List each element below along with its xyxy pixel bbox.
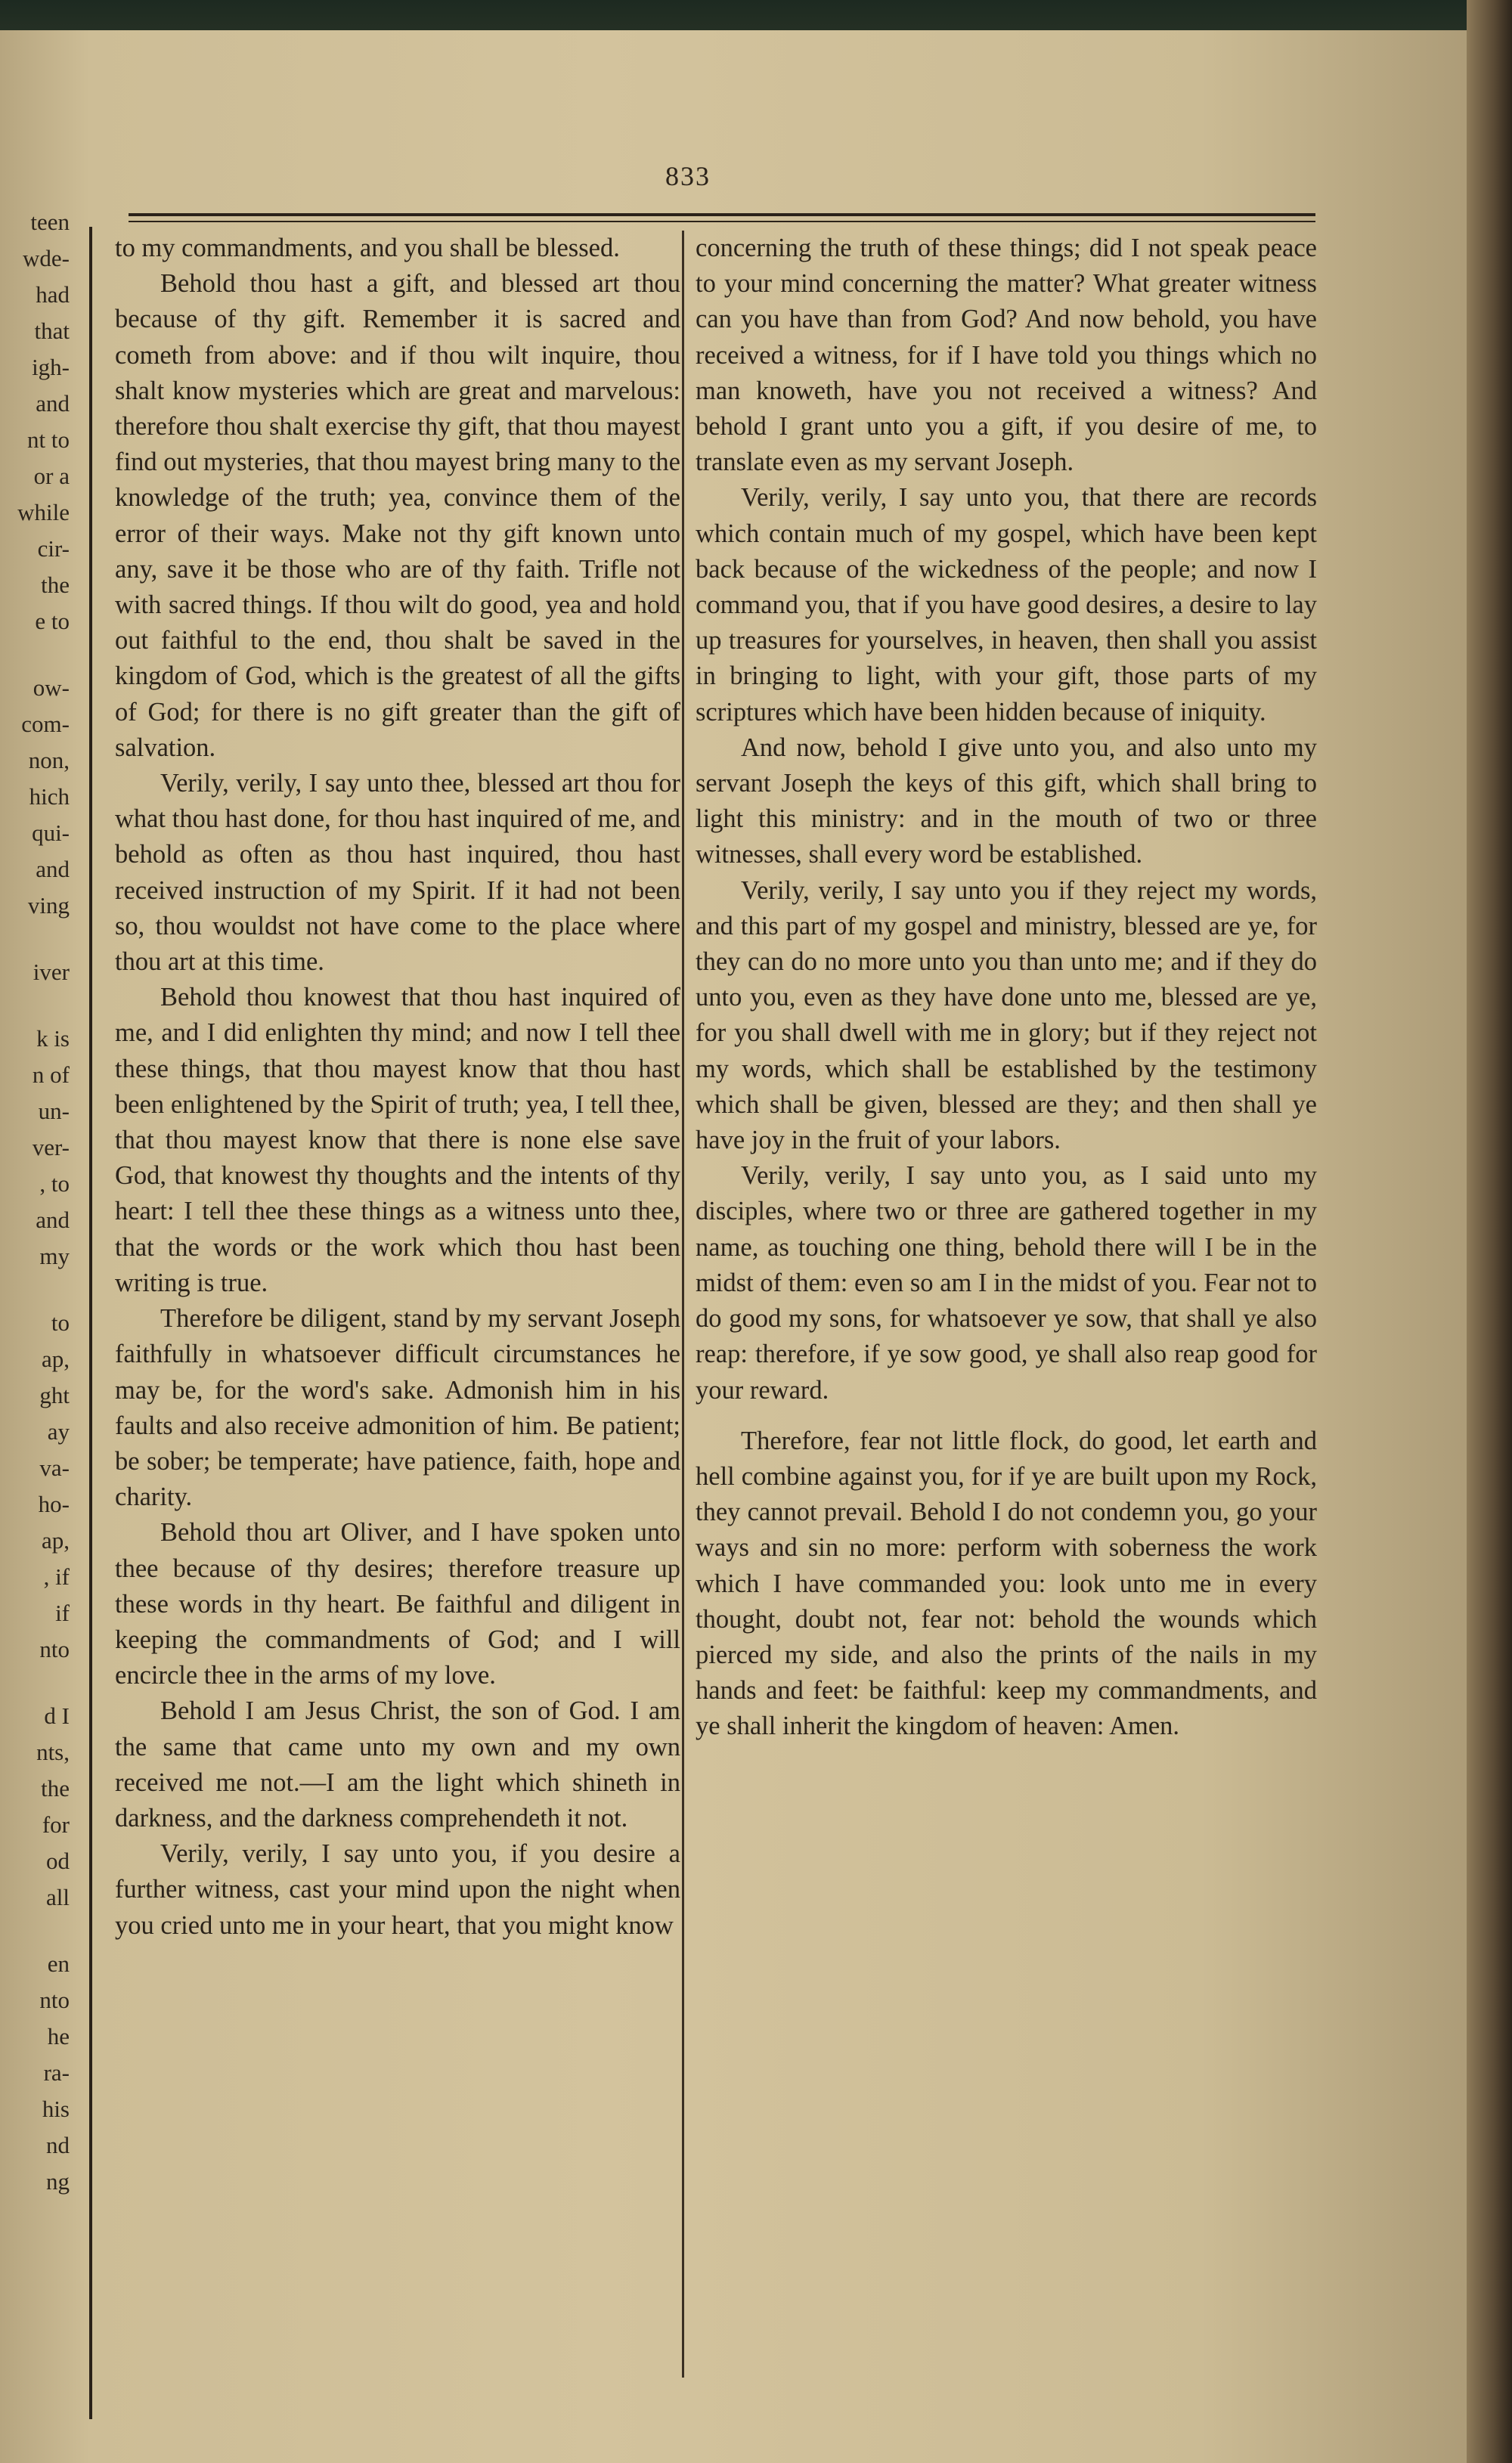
facing-page-fragment: that [34, 318, 70, 344]
facing-page-fragment: had [36, 281, 70, 308]
right-column-paragraph: Therefore, fear not little flock, do good, let earth and hell combine against you, for if ye are built upon my Rock, they cannot prevail. Behold I do not condemn you, go your ways and sin no more: perform with soberness the work which I have commanded you: look unto me in every thought, doubt not, fear not: behold the wounds which pierced my side, and also the prints of the nails in my hands and feet: be faithful: keep my commandments, and ye shall inherit the kingdom of heaven: Amen. [696, 1426, 1317, 1741]
facing-page-fragment: nto [39, 1987, 70, 2013]
facing-page-fragment: nto [39, 1636, 70, 1662]
facing-page-fragment: nt to [27, 426, 70, 453]
facing-page-fragment: ra- [43, 2059, 70, 2086]
facing-page-fragment: and [36, 390, 70, 417]
column-divider [682, 231, 684, 2378]
facing-page-fragment: , to [39, 1170, 70, 1197]
right-column-paragraph: Verily, verily, I say unto you if they reject my words, and this part of my gospel and ministry, blessed are ye, for they can do no more unto you than unto me; and if they do unto you, even as they have done unto me, blessed are ye, for you shall dwell with me in glory; but if they reject not my words, which shall be established by the testimony which shall be given, blessed are they; and then shall ye have joy in the fruit of your labors. [696, 875, 1317, 1155]
facing-page-fragment: cir- [37, 535, 70, 562]
facing-page-fragment: if [55, 1600, 70, 1626]
facing-page-fragment [0, 1916, 70, 1946]
right-column [696, 231, 1317, 1745]
facing-page-fragment: od [46, 1848, 70, 1874]
facing-page-fragment: teen [30, 209, 70, 235]
facing-page-fragment: ving [27, 892, 70, 919]
facing-page-fragment: ap, [41, 1527, 70, 1554]
page-number: 833 [665, 161, 711, 191]
facing-page-fragment: the [41, 1775, 70, 1802]
facing-page-fragment: com- [21, 711, 70, 737]
left-column-paragraph: Verily, verily, I say unto thee, blessed art thou for what thou hast done, for thou hast inquired of me, and behold as often as thou hast inquired, thou hast received instruction of my Spirit. If it had not been so, thou wouldst not have come to the place where thou art at this time. [115, 769, 680, 977]
facing-page-fragment: to [51, 1309, 70, 1336]
facing-page-fragment: nts, [36, 1739, 70, 1765]
facing-page-fragment: my [39, 1243, 70, 1269]
page-edge [1467, 0, 1512, 2463]
facing-page-fragment: ght [39, 1382, 70, 1408]
right-column-paragraph: Verily, verily, I say unto you, as I said unto my disciples, where two or three are gathered together in my name, as touching one thing, behold there will I be in the midst of them: even so am I in the midst of you. Fear not to do good my sons, for whatsoever ye sow, that shall ye also reap: therefore, if ye sow good, ye shall also reap good for your reward. [696, 1161, 1317, 1405]
left-column-paragraph: Therefore be diligent, stand by my servant Joseph faithfully in whatsoever difficult circumstances he may be, for the word's sake. Admonish him in his faults and also receive admonition of him. Be patient; be sober; be temperate; have patience, faith, hope and charity. [115, 1304, 680, 1512]
left-column-paragraph: Behold thou hast a gift, and blessed art thou because of thy gift. Remember it is sacred and cometh from above: and if thou wilt inquire, thou shalt know mysteries which are great and marvelous: therefore thou shalt exercise thy gift, that thou mayest find out mysteries, that thou mayest bring many to the knowledge of the truth; yea, convince them of the error of their ways. Make not thy gift known unto any, save it be those who are of thy faith. Trifle not with sacred things. If thou wilt do good, yea and hold out faithful to the end, thou shalt be saved in the kingdom of God, which is the greatest of all the gifts of God; for there is no gift greater than the gift of salvation. [115, 269, 680, 762]
facing-page-fragment: and [36, 1207, 70, 1233]
header-rule-thin [129, 221, 1315, 222]
left-column-paragraph: to my commandments, and you shall be blessed. [115, 234, 620, 262]
facing-page-fragment [0, 640, 70, 670]
facing-page-fragment: all [46, 1884, 70, 1910]
facing-page-fragment [0, 990, 70, 1021]
facing-page-fragment: , if [43, 1563, 70, 1590]
facing-page-fragment: ap, [41, 1346, 70, 1372]
facing-page-fragment: ver- [32, 1134, 70, 1160]
gutter-line [89, 227, 92, 2419]
facing-page-fragment: en [47, 1950, 70, 1977]
facing-page-fragment: or a [33, 463, 70, 489]
facing-page-fragment [0, 1668, 70, 1698]
right-column-paragraph: Verily, verily, I say unto you, that there are records which contain much of my gospel, which have been kept back because of the wickedness of the people; and now I command you, that if you have good desires, a desire to lay up treasures for yourselves, in heaven, then shall you assist in bringing to light, with your gift, those parts of my scriptures which have been hidden because of iniquity. [696, 483, 1317, 727]
header-rule [129, 213, 1315, 216]
facing-page-fragment: e to [35, 608, 70, 634]
facing-page-fragment: non, [28, 747, 70, 773]
facing-page-fragment: hich [29, 783, 70, 810]
left-column-paragraph: Behold thou knowest that thou hast inquired of me, and I did enlighten thy mind; and now I tell thee these things, that thou mayest know that thou hast been enlightened by the Spirit of truth; yea, I tell thee, that thou mayest know that there is none else save God, that knowest thy thoughts and the intents of thy heart: I tell thee these things as a witness unto thee, that the words or the work which thou hast been writing is true. [115, 983, 680, 1297]
right-column-paragraph: concerning the truth of these things; did I not speak peace to your mind concerning the matter? What greater witness can you have than from God? And now behold, you have received a witness, for if I have told you things which no man knoweth, have you not received a witness? And behold I grant unto you a gift, if you desire of me, to translate even as my servant Joseph. [696, 234, 1317, 477]
facing-page-fragment: his [42, 2096, 70, 2122]
right-column-paragraph: And now, behold I give unto you, and also unto my servant Joseph the keys of this gift, which shall bring to light this ministry: and in the mouth of two or three witnesses, shall every word be established. [696, 733, 1317, 869]
facing-page-fragment: igh- [32, 354, 70, 380]
facing-page-fragment: while [17, 499, 70, 525]
facing-page-fragment [0, 1275, 70, 1305]
facing-page-fragment: un- [38, 1098, 70, 1124]
facing-page-fragment: he [47, 2023, 70, 2049]
facing-page-fragment: iver [33, 959, 70, 985]
left-column-paragraph: Verily, verily, I say unto you, if you desire a further witness, cast your mind upon the night when you cried unto me in your heart, that you might know [115, 1839, 680, 1940]
facing-page-fragment: k is [36, 1025, 70, 1052]
facing-page-fragment: ho- [38, 1491, 70, 1517]
facing-page-fragment: the [41, 572, 70, 598]
facing-page-fragment: and [36, 856, 70, 882]
facing-page-fragment: ay [47, 1418, 70, 1445]
facing-page-fragment: for [42, 1811, 70, 1838]
left-column-paragraph: Behold I am Jesus Christ, the son of God. I am the same that came unto my own and my own received me not.—I am the light which shineth in darkness, and the darkness comprehendeth it not. [115, 1696, 680, 1833]
left-column [115, 231, 680, 1944]
facing-page-fragment: ow- [33, 674, 70, 701]
facing-page-fragment: d I [44, 1702, 70, 1729]
facing-page-fragment: n of [32, 1061, 70, 1088]
facing-page-fragment: va- [39, 1455, 70, 1481]
facing-page-fragment [0, 924, 70, 954]
facing-page-fragment: ng [46, 2168, 70, 2195]
facing-page-fragment: qui- [32, 819, 70, 846]
facing-page-fragments [0, 204, 70, 2396]
left-column-paragraph: Behold thou art Oliver, and I have spoken unto thee because of thy desires; therefore treasure up these words in thy heart. Be faithful and diligent in keeping the commandments of God; and I will encircle thee in the arms of my love. [115, 1518, 680, 1690]
facing-page-fragment: wde- [23, 245, 70, 271]
facing-page-fragment: nd [46, 2132, 70, 2158]
